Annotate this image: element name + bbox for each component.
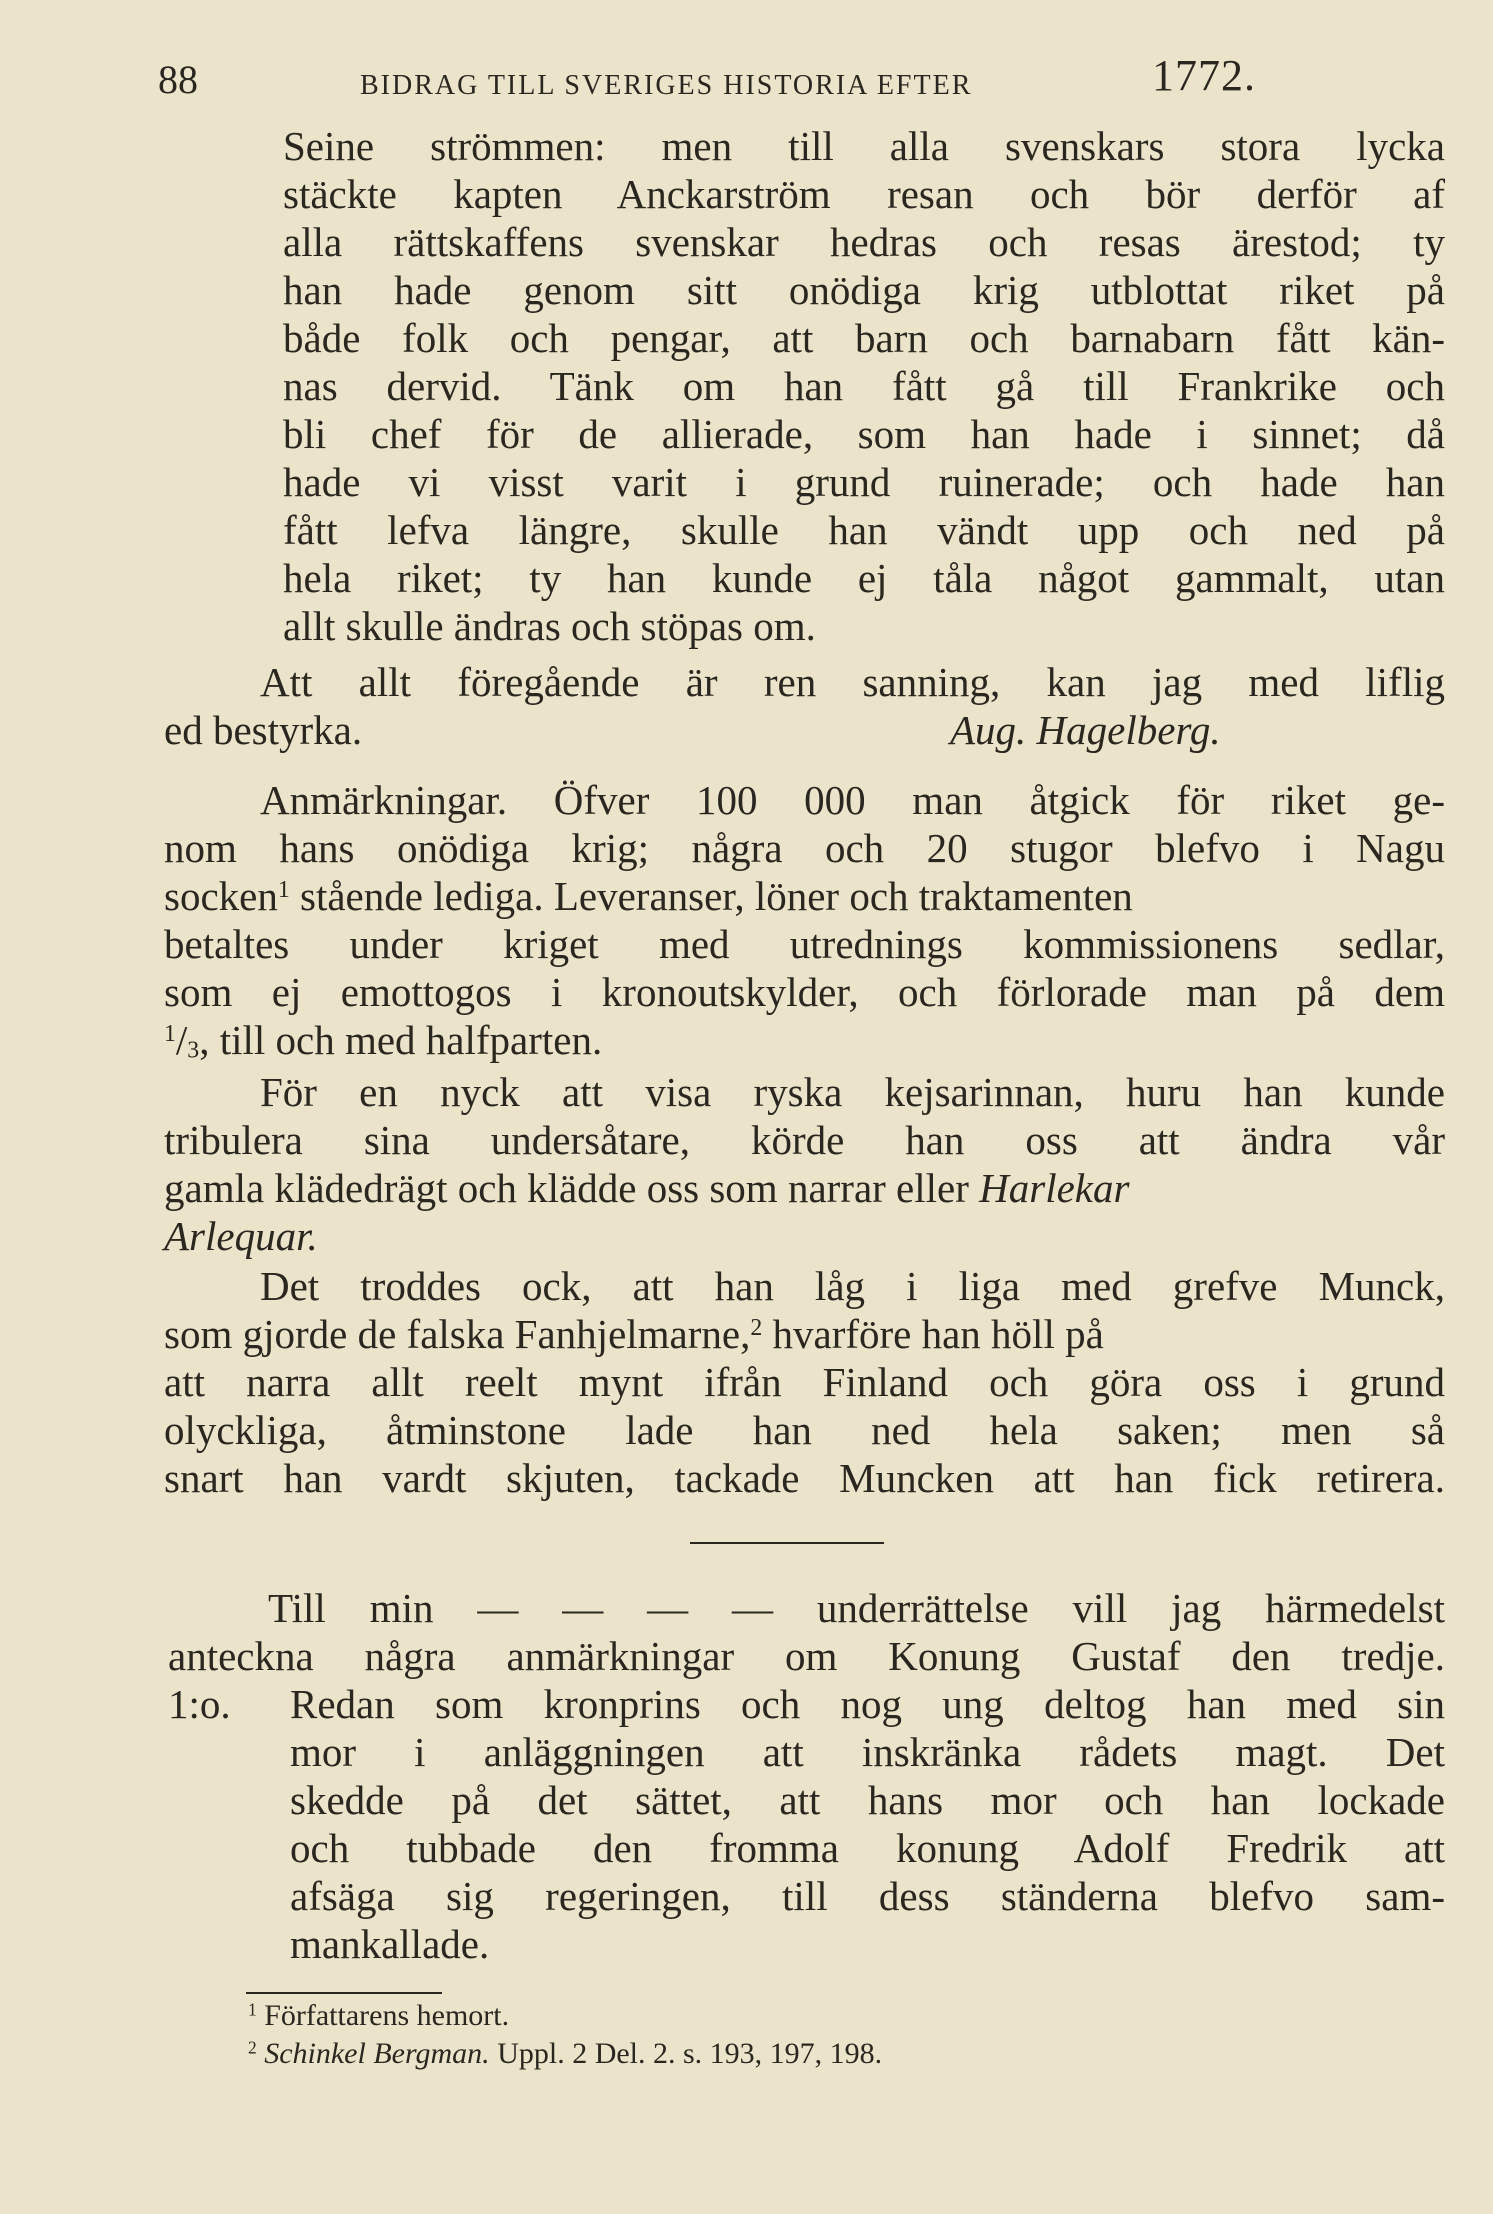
section-divider [690,1542,884,1544]
text-line: Redan som kronprins och nog ung deltog han med sin [290,1681,1445,1727]
text-line: skedde på det sättet, att hans mor och han lockade [290,1777,1445,1823]
text-line [164,1164,1129,1212]
footnote-2 [248,2036,882,2072]
text-line: olyckliga, åtminstone lade han ned hela saken; men så [164,1407,1445,1453]
text-line: mor i anläggningen att inskränka rådets magt. Det [290,1729,1445,1775]
text-segment: , till och med halfparten. [199,1017,603,1063]
text-line: mankallade. [290,1921,490,1967]
text-line: betaltes under kriget med utrednings kommissionens sedlar, [164,921,1445,967]
footnote-text: Uppl. 2 Del. 2. s. 193, 197, 198. [489,2037,883,2070]
text-line: stäckte kapten Anckarström resan och bör derför af [283,171,1445,217]
list-label: 1:o. [168,1681,231,1727]
running-title: BIDRAG TILL SVERIGES HISTORIA EFTER [360,70,973,101]
text-line: Seine strömmen: men till alla svenskars stora lycka [283,123,1445,169]
text-line: Det troddes ock, att han låg i liga med grefve Munck, [260,1263,1445,1309]
text-line [164,1016,602,1064]
text-line: fått lefva längre, skulle han vändt upp och ned på [283,507,1445,553]
footnote-text: Författarens hemort. [264,1999,510,2032]
footnote-ref-2: 2 [750,1314,763,1341]
italic-term: Harlekar [979,1165,1130,1211]
text-line: Till min — — — — underrättelse vill jag härmedelst [268,1585,1445,1631]
italic-term: Arlequar. [164,1213,318,1259]
text-line: snart han vardt skjuten, tackade Muncken att han fick retirera. [164,1455,1445,1501]
text-segment: socken [164,873,278,919]
footnote-mark: 2 [248,2037,257,2058]
text-line: nom hans onödiga krig; några och 20 stugor blefvo i Nagu [164,825,1445,871]
text-line: hela riket; ty han kunde ej tåla något gammalt, utan [283,555,1445,601]
text-segment: som gjorde de falska Fanhjelmarne, [164,1311,751,1357]
footnote-1 [248,1998,509,2034]
text-line: hade vi visst varit i grund ruinerade; och hade han [283,459,1445,505]
text-line: alla rättskaffens svenskar hedras och resas ärestod; ty [283,219,1445,265]
text-line: som ej emottogos i kronoutskylder, och förlorade man på dem [164,969,1445,1015]
text-line: och tubbade den fromma konung Adolf Fredrik att [290,1825,1445,1871]
text-line [164,872,1445,920]
text-segment: gamla klädedrägt och klädde oss som narrar eller [164,1165,980,1211]
text-line: bli chef för de allierade, som han hade i sinnet; då [283,411,1445,457]
text-line: För en nyck att visa ryska kejsarinnan, huru han kunde [260,1069,1445,1115]
text-line: allt skulle ändras och stöpas om. [283,603,816,649]
text-line: ed bestyrka. [164,707,363,753]
footnote-separator [246,1992,442,1994]
signature: Aug. Hagelberg. [950,707,1221,753]
fraction-slash: / [175,1017,188,1063]
text-line: tribulera sina undersåtare, körde han oss att ändra vår [164,1117,1445,1163]
text-line: anteckna några anmärkningar om Konung Gustaf den tredje. [168,1633,1445,1679]
footnote-ref-1: 1 [277,876,290,903]
text-line: afsäga sig regeringen, till dess ständerna blefvo sam- [290,1873,1445,1919]
footnote-mark: 1 [248,1999,257,2020]
fraction-numerator: 1 [164,1020,176,1047]
running-year: 1772. [1152,51,1256,100]
text-line: att narra allt reelt mynt ifrån Finland och göra oss i grund [164,1359,1445,1405]
text-line: han hade genom sitt onödiga krig utblottat riket på [283,267,1445,313]
fraction-denominator: 3 [187,1037,200,1064]
page-number: 88 [158,57,198,102]
text-segment: stående lediga. Leveranser, löner och traktamenten [289,873,1133,919]
text-segment: hvarföre han höll på [762,1311,1104,1357]
text-line: nas dervid. Tänk om han fått gå till Frankrike och [283,363,1445,409]
text-line: både folk och pengar, att barn och barnabarn fått kän- [283,315,1445,361]
footnote-author: Schinkel Bergman. [264,2037,490,2070]
text-line: Att allt föregående är ren sanning, kan jag med liflig [260,659,1445,705]
text-line: Anmärkningar. Öfver 100 000 man åtgick för riket ge- [260,777,1445,823]
text-line [164,1310,1445,1358]
